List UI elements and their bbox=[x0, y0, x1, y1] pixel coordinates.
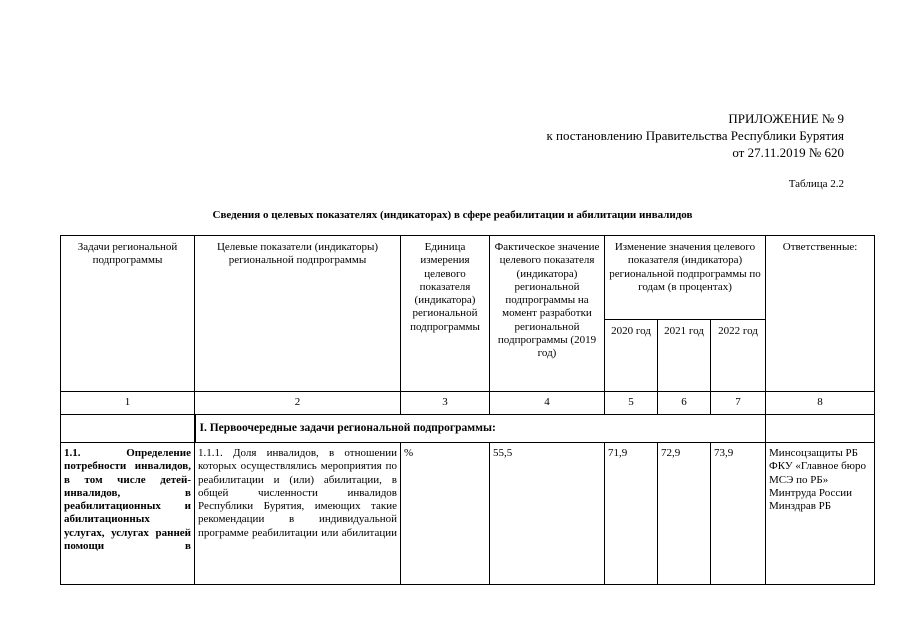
responsible-cell: Минсоцзащиты РБ ФКУ «Главное бюро МСЭ по РБ» Минтруда России Минздрав РБ bbox=[766, 443, 875, 585]
column-numbers-row bbox=[61, 392, 875, 415]
table-row bbox=[61, 443, 875, 585]
value-2021-cell: 72,9 bbox=[658, 443, 711, 585]
header-row bbox=[61, 236, 875, 320]
appendix-title: ПРИЛОЖЕНИЕ № 9 bbox=[728, 111, 844, 126]
indicator-cell bbox=[195, 443, 401, 585]
header-responsible: Ответственные: bbox=[766, 236, 875, 392]
actual-value-cell: 55,5 bbox=[490, 443, 605, 585]
unit-cell: % bbox=[401, 443, 490, 585]
header-year-2022: 2022 год bbox=[711, 320, 766, 392]
section-row bbox=[61, 415, 875, 443]
document-title: Сведения о целевых показателях (индикаторах) в сфере реабилитации и абилитации инвалидов bbox=[212, 209, 693, 221]
header-change: Изменение значения целевого показателя (индикатора) региональной подпрограммы по годам (в процентах) bbox=[605, 236, 766, 320]
table-number: Таблица 2.2 bbox=[788, 178, 844, 190]
header-actual-value: Фактическое значение целевого показателя (индикатора) региональной подпрограммы на момент разработки региональной подпрограммы (2019 год) bbox=[490, 236, 605, 392]
decree-reference: к постановлению Правительства Республики Бурятия bbox=[546, 128, 844, 143]
value-2020-cell: 71,9 bbox=[605, 443, 658, 585]
section-empty-cell bbox=[61, 415, 195, 443]
indicators-table bbox=[60, 235, 875, 585]
column-number: 8 bbox=[766, 392, 875, 415]
column-number: 7 bbox=[711, 392, 766, 415]
task-cell bbox=[61, 443, 195, 585]
header-year-2021: 2021 год bbox=[658, 320, 711, 392]
indicator-text: 1.1.1. Доля инвалидов, в отношении которых осуществлялись мероприятия по реабилитации и (или) абилитации, в общей численности инвалидов Республики Бурятия, имеющих такие рекомендации в индивидуальной программе реабилитации или абилитации bbox=[198, 447, 397, 539]
decree-date: от 27.11.2019 № 620 bbox=[732, 145, 844, 160]
column-number: 3 bbox=[401, 392, 490, 415]
column-number: 2 bbox=[195, 392, 401, 415]
column-number: 1 bbox=[61, 392, 195, 415]
header-indicators: Целевые показатели (индикаторы) региональной подпрограммы bbox=[195, 236, 401, 392]
section-empty-cell bbox=[766, 415, 875, 443]
header-tasks: Задачи региональной подпрограммы bbox=[61, 236, 195, 392]
value-2022-cell: 73,9 bbox=[711, 443, 766, 585]
column-number: 6 bbox=[658, 392, 711, 415]
column-number: 4 bbox=[490, 392, 605, 415]
column-number: 5 bbox=[605, 392, 658, 415]
section-title: I. Первоочередные задачи региональной подпрограммы: bbox=[195, 415, 766, 443]
header-year-2020: 2020 год bbox=[605, 320, 658, 392]
header-unit: Единица измерения целевого показателя (индикатора) региональной подпрограммы bbox=[401, 236, 490, 392]
task-text: 1.1. Определение потребности инвалидов, в том числе детей-инвалидов, в реабилитационных и абилитационных услугах, услугах ранней помощи в bbox=[64, 447, 191, 553]
